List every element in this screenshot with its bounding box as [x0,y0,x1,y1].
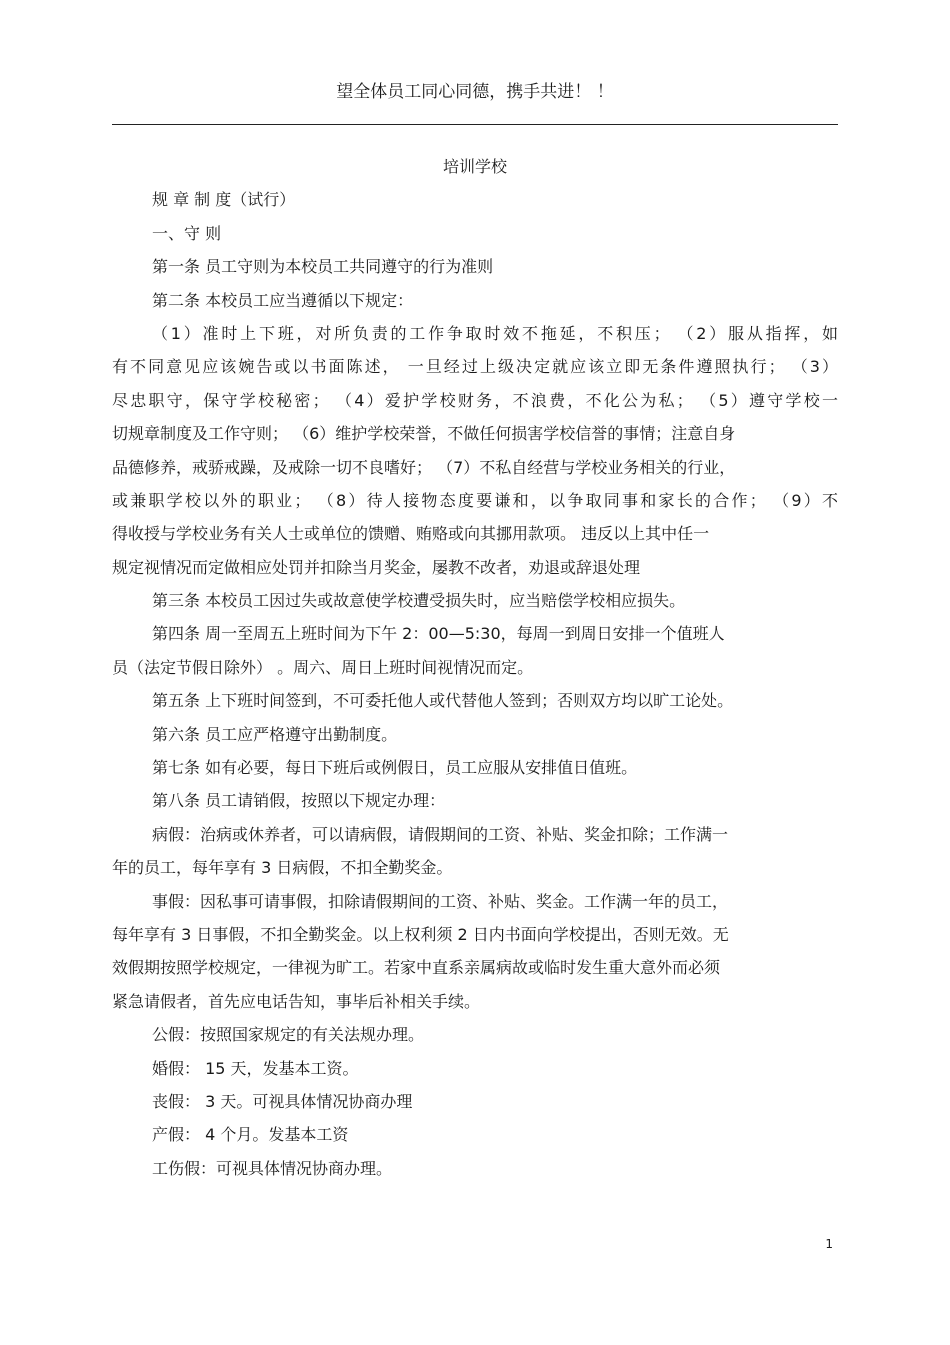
paragraph-line: 员（法定节假日除外） 。周六、周日上班时间视情况而定。 [112,657,534,677]
document-body [112,150,838,1185]
article-line: 第四条 周一至周五上班时间为下午 2：00—5:30，每周一到周日安排一个值班人 [152,624,725,644]
paragraph-line: 效假期按照学校规定，一律视为旷工。若家中直系亲属病故或临时发生重大意外而必须 [112,958,721,978]
article-line: 第六条 员工应严格遵守出勤制度。 [152,724,398,744]
school-title: 培训学校 [442,157,507,176]
page-number: 1 [825,1237,833,1251]
paragraph-line: 年的员工，每年享有 3 日病假，不扣全勤奖金。 [112,858,453,878]
header-motto: 望全体员工同心同德，携手共进！ ！ [336,82,614,102]
paragraph-line: （1）准时上下班，对所负责的工作争取时效不拖延，不积压； （2）服从指挥，如 [152,323,838,343]
article-line: 第二条 本校员工应当遵循以下规定： [152,290,414,310]
paragraph-line: 有不同意见应该婉告或以书面陈述， 一旦经过上级决定就应该立即无条件遵照执行； （3） [112,357,838,377]
header-divider [112,124,838,125]
leave-line: 产假： 4 个月。发基本工资 [152,1125,349,1145]
article-line: 第五条 上下班时间签到，不可委托他人或代替他人签到；否则双方均以旷工论处。 [152,691,734,711]
leave-line: 工伤假：可视具体情况协商办理。 [152,1158,393,1178]
article-line: 第一条 员工守则为本校员工共同遵守的行为准则 [152,257,494,277]
paragraph-line: 尽忠职守，保守学校秘密； （4）爱护学校财务，不浪费，不化公为私； （5）遵守学校一 [112,390,838,410]
leave-line: 公假：按照国家规定的有关法规办理。 [152,1025,425,1045]
leave-line: 事假：因私事可请事假，扣除请假期间的工资、补贴、奖金。工作满一年的员工， [152,891,729,911]
paragraph-line: 紧急请假者，首先应电话告知，事毕后补相关手续。 [112,991,481,1011]
paragraph-line: 或兼职学校以外的职业； （8）待人接物态度要谦和，以争取同事和家长的合作； （9）不 [112,490,838,510]
article-line: 第三条 本校员工因过失或故意使学校遭受损失时，应当赔偿学校相应损失。 [152,591,686,611]
doc-title: 规 章 制 度（试行） [152,190,296,210]
paragraph-line: 得收授与学校业务有关人士或单位的馈赠、贿赂或向其挪用款项。 违反以上其中任一 [112,524,710,544]
section-heading: 一、守 则 [152,223,222,243]
paragraph-line: 品德修养，戒骄戒躁，及戒除一切不良嗜好； （7）不私自经营与学校业务相关的行业， [112,457,736,477]
paragraph-line: 每年享有 3 日事假，不扣全勤奖金。以上权利须 2 日内书面向学校提出，否则无效。无 [112,924,729,944]
leave-line: 婚假： 15 天，发基本工资。 [152,1058,359,1078]
article-line: 第八条 员工请销假，按照以下规定办理： [152,791,446,811]
paragraph-line: 规定视情况而定做相应处罚并扣除当月奖金，屡教不改者，劝退或辞退处理 [112,557,641,577]
article-line: 第七条 如有必要，每日下班后或例假日，员工应服从安排值日值班。 [152,758,638,778]
leave-line: 病假：治病或休养者，可以请病假，请假期间的工资、补贴、奖金扣除；工作满一 [152,824,729,844]
paragraph-line: 切规章制度及工作守则； （6）维护学校荣誉，不做任何损害学校信誉的事情；注意自身 [112,424,736,444]
leave-line: 丧假： 3 天。可视具体情况协商办理 [152,1091,413,1111]
